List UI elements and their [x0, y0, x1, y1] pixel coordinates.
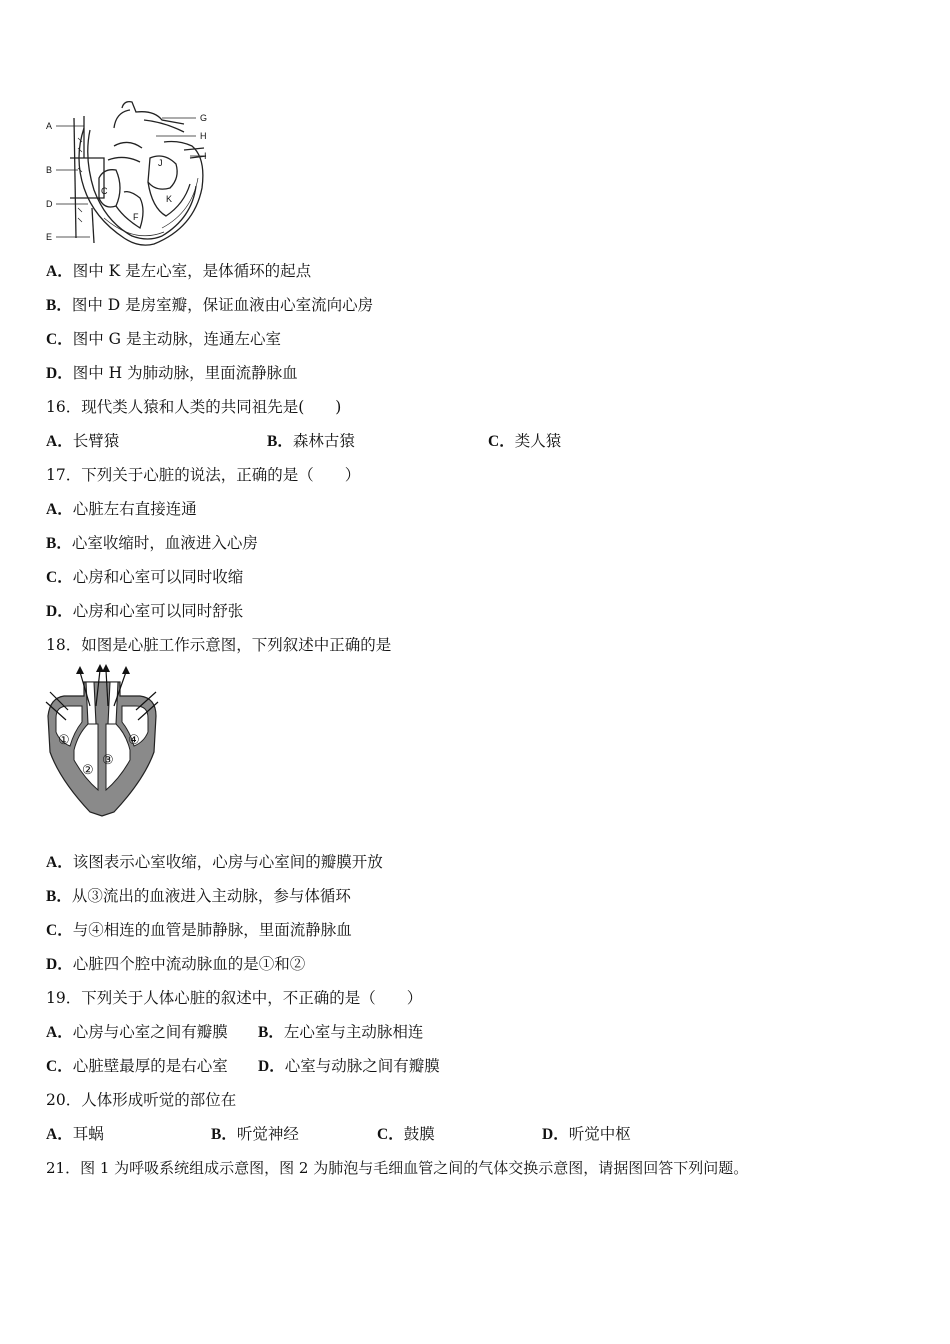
q17-option-c: C．心房和心室可以同时收缩 — [46, 568, 244, 586]
q16-stem: 16．现代类人猿和人类的共同祖先是( ) — [46, 398, 342, 416]
q18-option-c: C．与④相连的血管是肺静脉，里面流静脉血 — [46, 921, 352, 939]
q16-option-a: A．长臂猿 — [46, 432, 120, 450]
pump-label-1: ① — [58, 732, 70, 747]
q18-option-a: A．该图表示心室收缩，心房与心室间的瓣膜开放 — [46, 853, 383, 871]
heart-label-h: H — [200, 131, 207, 141]
q20-option-c: C．鼓膜 — [377, 1125, 435, 1143]
q16-option-b: B．森林古猿 — [267, 432, 355, 450]
q16-option-c: C．类人猿 — [488, 432, 562, 450]
q19-option-c: C．心脏壁最厚的是右心室 — [46, 1057, 228, 1075]
q15-option-d: D．图中 H 为肺动脉，里面流静脉血 — [46, 364, 298, 382]
q17-option-a: A．心脏左右直接连通 — [46, 500, 197, 518]
heart-label-i: I — [204, 151, 207, 161]
pump-label-2: ② — [82, 762, 94, 777]
q19-option-d: D．心室与动脉之间有瓣膜 — [258, 1057, 440, 1075]
heart-label-b: B — [46, 165, 53, 175]
heart-label-d: D — [46, 199, 53, 209]
q17-stem: 17．下列关于心脏的说法，正确的是（ ） — [46, 466, 361, 484]
q20-stem: 20．人体形成听觉的部位在 — [46, 1091, 237, 1109]
q19-stem: 19．下列关于人体心脏的叙述中，不正确的是（ ） — [46, 989, 423, 1007]
heart-label-k: K — [166, 194, 173, 204]
q15-option-c: C．图中 G 是主动脉，连通左心室 — [46, 330, 281, 348]
heart-label-j: J — [158, 158, 163, 168]
q18-stem: 18．如图是心脏工作示意图，下列叙述中正确的是 — [46, 636, 392, 654]
heart-label-g: G — [200, 113, 208, 123]
pump-label-4: ④ — [128, 732, 140, 747]
heart-label-f: F — [133, 212, 139, 222]
q18-option-b: B．从③流出的血液进入主动脉，参与体循环 — [46, 887, 351, 905]
q18-option-d: D．心脏四个腔中流动脉血的是①和② — [46, 955, 306, 973]
q17-option-d: D．心房和心室可以同时舒张 — [46, 602, 244, 620]
q15-option-a: A．图中 K 是左心室，是体循环的起点 — [46, 262, 312, 280]
heart-label-a: A — [46, 121, 53, 131]
q19-option-a: A．心房与心室之间有瓣膜 — [46, 1023, 228, 1041]
q21-stem: 21．图 1 为呼吸系统组成示意图，图 2 为肺泡与毛细血管之间的气体交换示意图，请据图回答下列问题。 — [46, 1159, 749, 1177]
q15-option-b: B．图中 D 是房室瓣，保证血液由心室流向心房 — [46, 296, 374, 314]
q20-option-a: A．耳蜗 — [46, 1125, 104, 1143]
heart-label-e: E — [46, 232, 53, 242]
q19-option-b: B．左心室与主动脉相连 — [258, 1023, 424, 1041]
pump-label-3: ③ — [102, 752, 114, 767]
heart-diagram-figure — [44, 98, 219, 250]
heart-pump-diagram-figure — [44, 662, 160, 818]
heart-label-c: C — [101, 186, 108, 196]
q20-option-b: B．听觉神经 — [211, 1125, 299, 1143]
q20-option-d: D．听觉中枢 — [542, 1125, 631, 1143]
q17-option-b: B．心室收缩时，血液进入心房 — [46, 534, 258, 552]
